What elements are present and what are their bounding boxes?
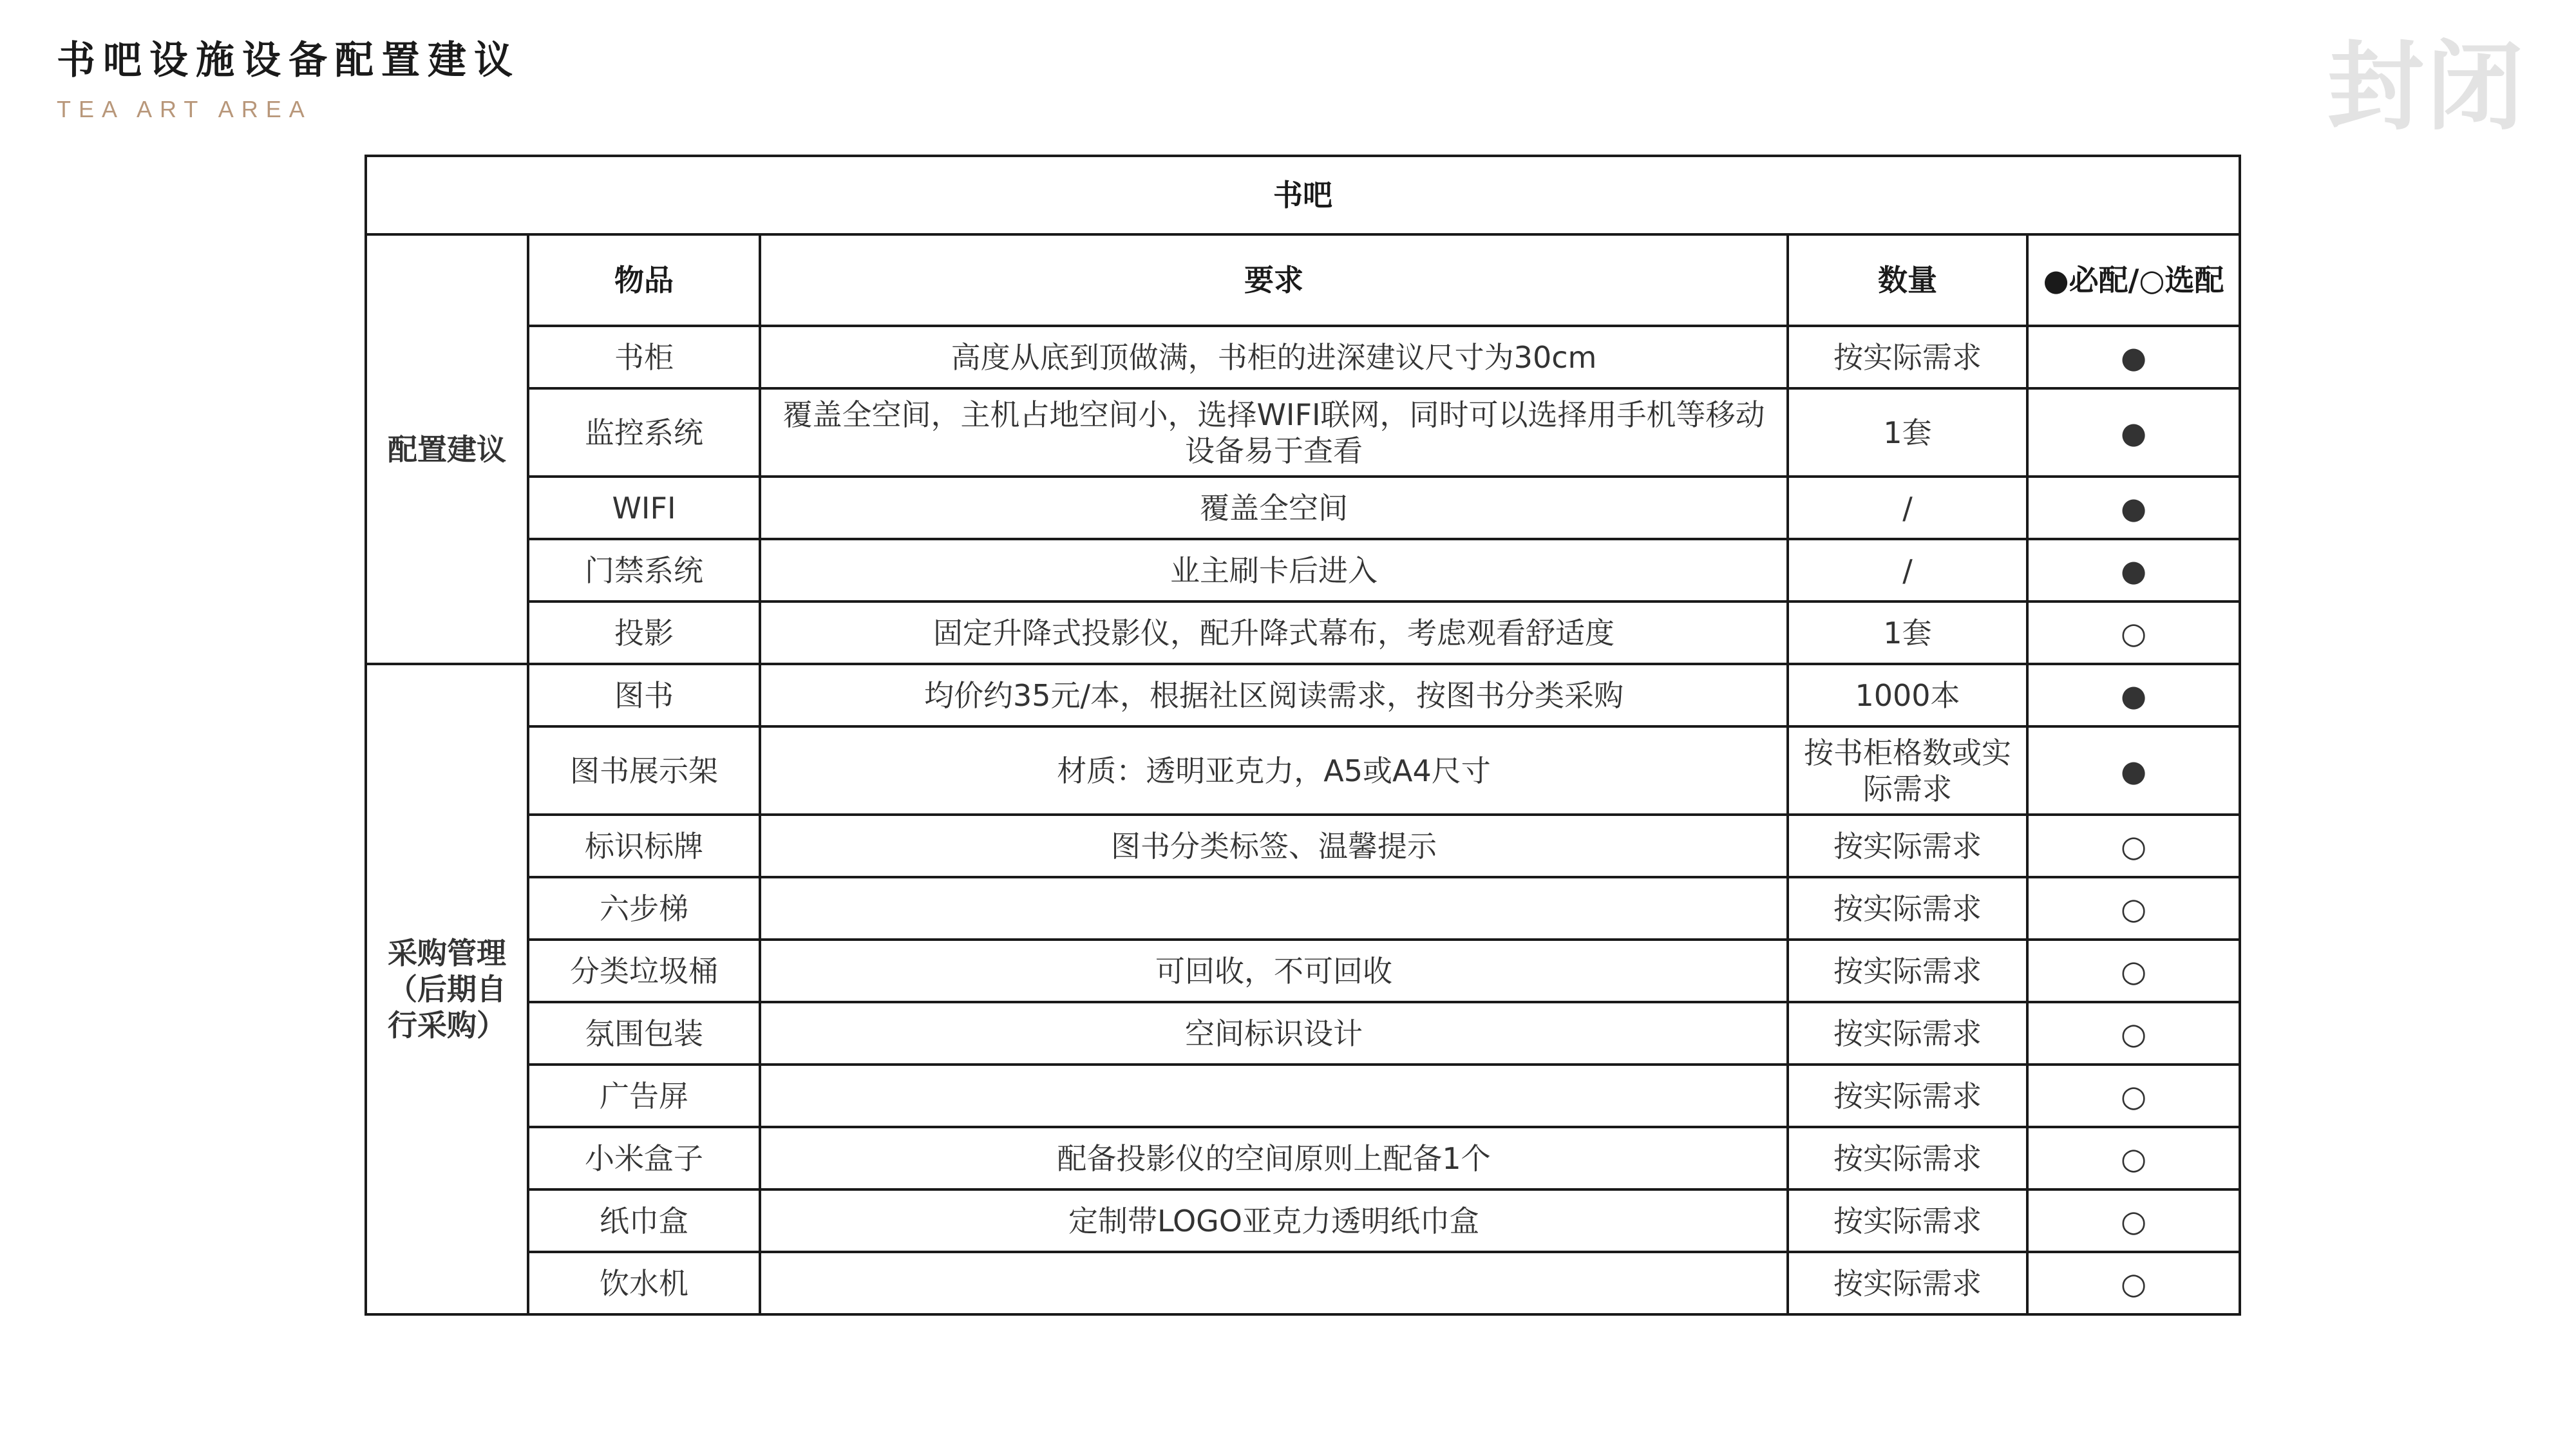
requirement-cell: 均价约35元/本，根据社区阅读需求，按图书分类采购 bbox=[760, 664, 1788, 726]
requirement-cell: 定制带LOGO亚克力透明纸巾盒 bbox=[760, 1189, 1788, 1252]
column-header-quantity: 数量 bbox=[1788, 234, 2027, 326]
item-cell: 氛围包装 bbox=[528, 1002, 760, 1065]
column-header-requirement: 要求 bbox=[760, 234, 1788, 326]
quantity-cell: 1套 bbox=[1788, 388, 2027, 477]
equipment-table bbox=[365, 155, 2241, 1316]
quantity-cell: 按实际需求 bbox=[1788, 940, 2027, 1002]
page-subtitle: TEA ART AREA bbox=[57, 96, 312, 122]
item-cell: 监控系统 bbox=[528, 388, 760, 477]
table-row bbox=[366, 1189, 2240, 1252]
quantity-cell: / bbox=[1788, 539, 2027, 601]
requirement-cell: 图书分类标签、温馨提示 bbox=[760, 815, 1788, 877]
item-cell: 广告屏 bbox=[528, 1065, 760, 1127]
mark-cell: ● bbox=[2027, 664, 2240, 726]
table-row bbox=[366, 539, 2240, 601]
quantity-cell: 1套 bbox=[1788, 601, 2027, 664]
mark-cell: ● bbox=[2027, 388, 2240, 477]
mark-cell: ○ bbox=[2027, 940, 2240, 1002]
table-row bbox=[366, 877, 2240, 940]
mark-cell: ○ bbox=[2027, 1002, 2240, 1065]
table-header-row bbox=[366, 234, 2240, 326]
item-cell: 六步梯 bbox=[528, 877, 760, 940]
group-label-config: 配置建议 bbox=[366, 234, 528, 664]
requirement-cell: 高度从底到顶做满，书柜的进深建议尺寸为30cm bbox=[760, 326, 1788, 388]
requirement-cell: 可回收，不可回收 bbox=[760, 940, 1788, 1002]
group-label-procurement: 采购管理（后期自行采购） bbox=[366, 664, 528, 1314]
quantity-cell: 按书柜格数或实际需求 bbox=[1788, 726, 2027, 815]
requirement-cell: 配备投影仪的空间原则上配备1个 bbox=[760, 1127, 1788, 1189]
mark-cell: ○ bbox=[2027, 1065, 2240, 1127]
table-row bbox=[366, 601, 2240, 664]
requirement-cell bbox=[760, 1065, 1788, 1127]
table-row bbox=[366, 1252, 2240, 1314]
item-cell: 书柜 bbox=[528, 326, 760, 388]
table-row bbox=[366, 388, 2240, 477]
item-cell: WIFI bbox=[528, 477, 760, 539]
requirement-cell: 固定升降式投影仪，配升降式幕布，考虑观看舒适度 bbox=[760, 601, 1788, 664]
item-cell: 门禁系统 bbox=[528, 539, 760, 601]
mark-cell: ○ bbox=[2027, 1189, 2240, 1252]
table-row bbox=[366, 726, 2240, 815]
requirement-cell: 业主刷卡后进入 bbox=[760, 539, 1788, 601]
requirement-cell: 材质：透明亚克力，A5或A4尺寸 bbox=[760, 726, 1788, 815]
table-row bbox=[366, 1065, 2240, 1127]
mark-cell: ● bbox=[2027, 326, 2240, 388]
item-cell: 纸巾盒 bbox=[528, 1189, 760, 1252]
mark-cell: ○ bbox=[2027, 815, 2240, 877]
table-row bbox=[366, 477, 2240, 539]
mark-cell: ● bbox=[2027, 477, 2240, 539]
table-row bbox=[366, 664, 2240, 726]
mark-cell: ● bbox=[2027, 726, 2240, 815]
requirement-cell bbox=[760, 877, 1788, 940]
quantity-cell: 按实际需求 bbox=[1788, 1189, 2027, 1252]
item-cell: 投影 bbox=[528, 601, 760, 664]
quantity-cell: 按实际需求 bbox=[1788, 877, 2027, 940]
item-cell: 分类垃圾桶 bbox=[528, 940, 760, 1002]
quantity-cell: 按实际需求 bbox=[1788, 1065, 2027, 1127]
table-row bbox=[366, 326, 2240, 388]
quantity-cell: 按实际需求 bbox=[1788, 326, 2027, 388]
table-title: 书吧 bbox=[366, 156, 2240, 234]
mark-cell: ○ bbox=[2027, 1127, 2240, 1189]
requirement-cell: 空间标识设计 bbox=[760, 1002, 1788, 1065]
quantity-cell: 按实际需求 bbox=[1788, 815, 2027, 877]
quantity-cell: / bbox=[1788, 477, 2027, 539]
page-title: 书吧设施设备配置建议 bbox=[57, 38, 520, 83]
table-row bbox=[366, 815, 2240, 877]
column-header-item: 物品 bbox=[528, 234, 760, 326]
watermark-label: 封闭 bbox=[2327, 32, 2526, 144]
item-cell: 图书 bbox=[528, 664, 760, 726]
quantity-cell: 按实际需求 bbox=[1788, 1127, 2027, 1189]
mark-cell: ○ bbox=[2027, 601, 2240, 664]
mark-cell: ○ bbox=[2027, 877, 2240, 940]
item-cell: 图书展示架 bbox=[528, 726, 760, 815]
table-title-row bbox=[366, 156, 2240, 234]
item-cell: 标识标牌 bbox=[528, 815, 760, 877]
item-cell: 饮水机 bbox=[528, 1252, 760, 1314]
quantity-cell: 1000本 bbox=[1788, 664, 2027, 726]
mark-cell: ● bbox=[2027, 539, 2240, 601]
table-row bbox=[366, 1002, 2240, 1065]
requirement-cell: 覆盖全空间，主机占地空间小，选择WIFI联网，同时可以选择用手机等移动设备易于查看 bbox=[760, 388, 1788, 477]
column-header-mark: ●必配/○选配 bbox=[2027, 234, 2240, 326]
quantity-cell: 按实际需求 bbox=[1788, 1002, 2027, 1065]
requirement-cell: 覆盖全空间 bbox=[760, 477, 1788, 539]
mark-cell: ○ bbox=[2027, 1252, 2240, 1314]
table-row bbox=[366, 940, 2240, 1002]
table-row bbox=[366, 1127, 2240, 1189]
item-cell: 小米盒子 bbox=[528, 1127, 760, 1189]
quantity-cell: 按实际需求 bbox=[1788, 1252, 2027, 1314]
requirement-cell bbox=[760, 1252, 1788, 1314]
